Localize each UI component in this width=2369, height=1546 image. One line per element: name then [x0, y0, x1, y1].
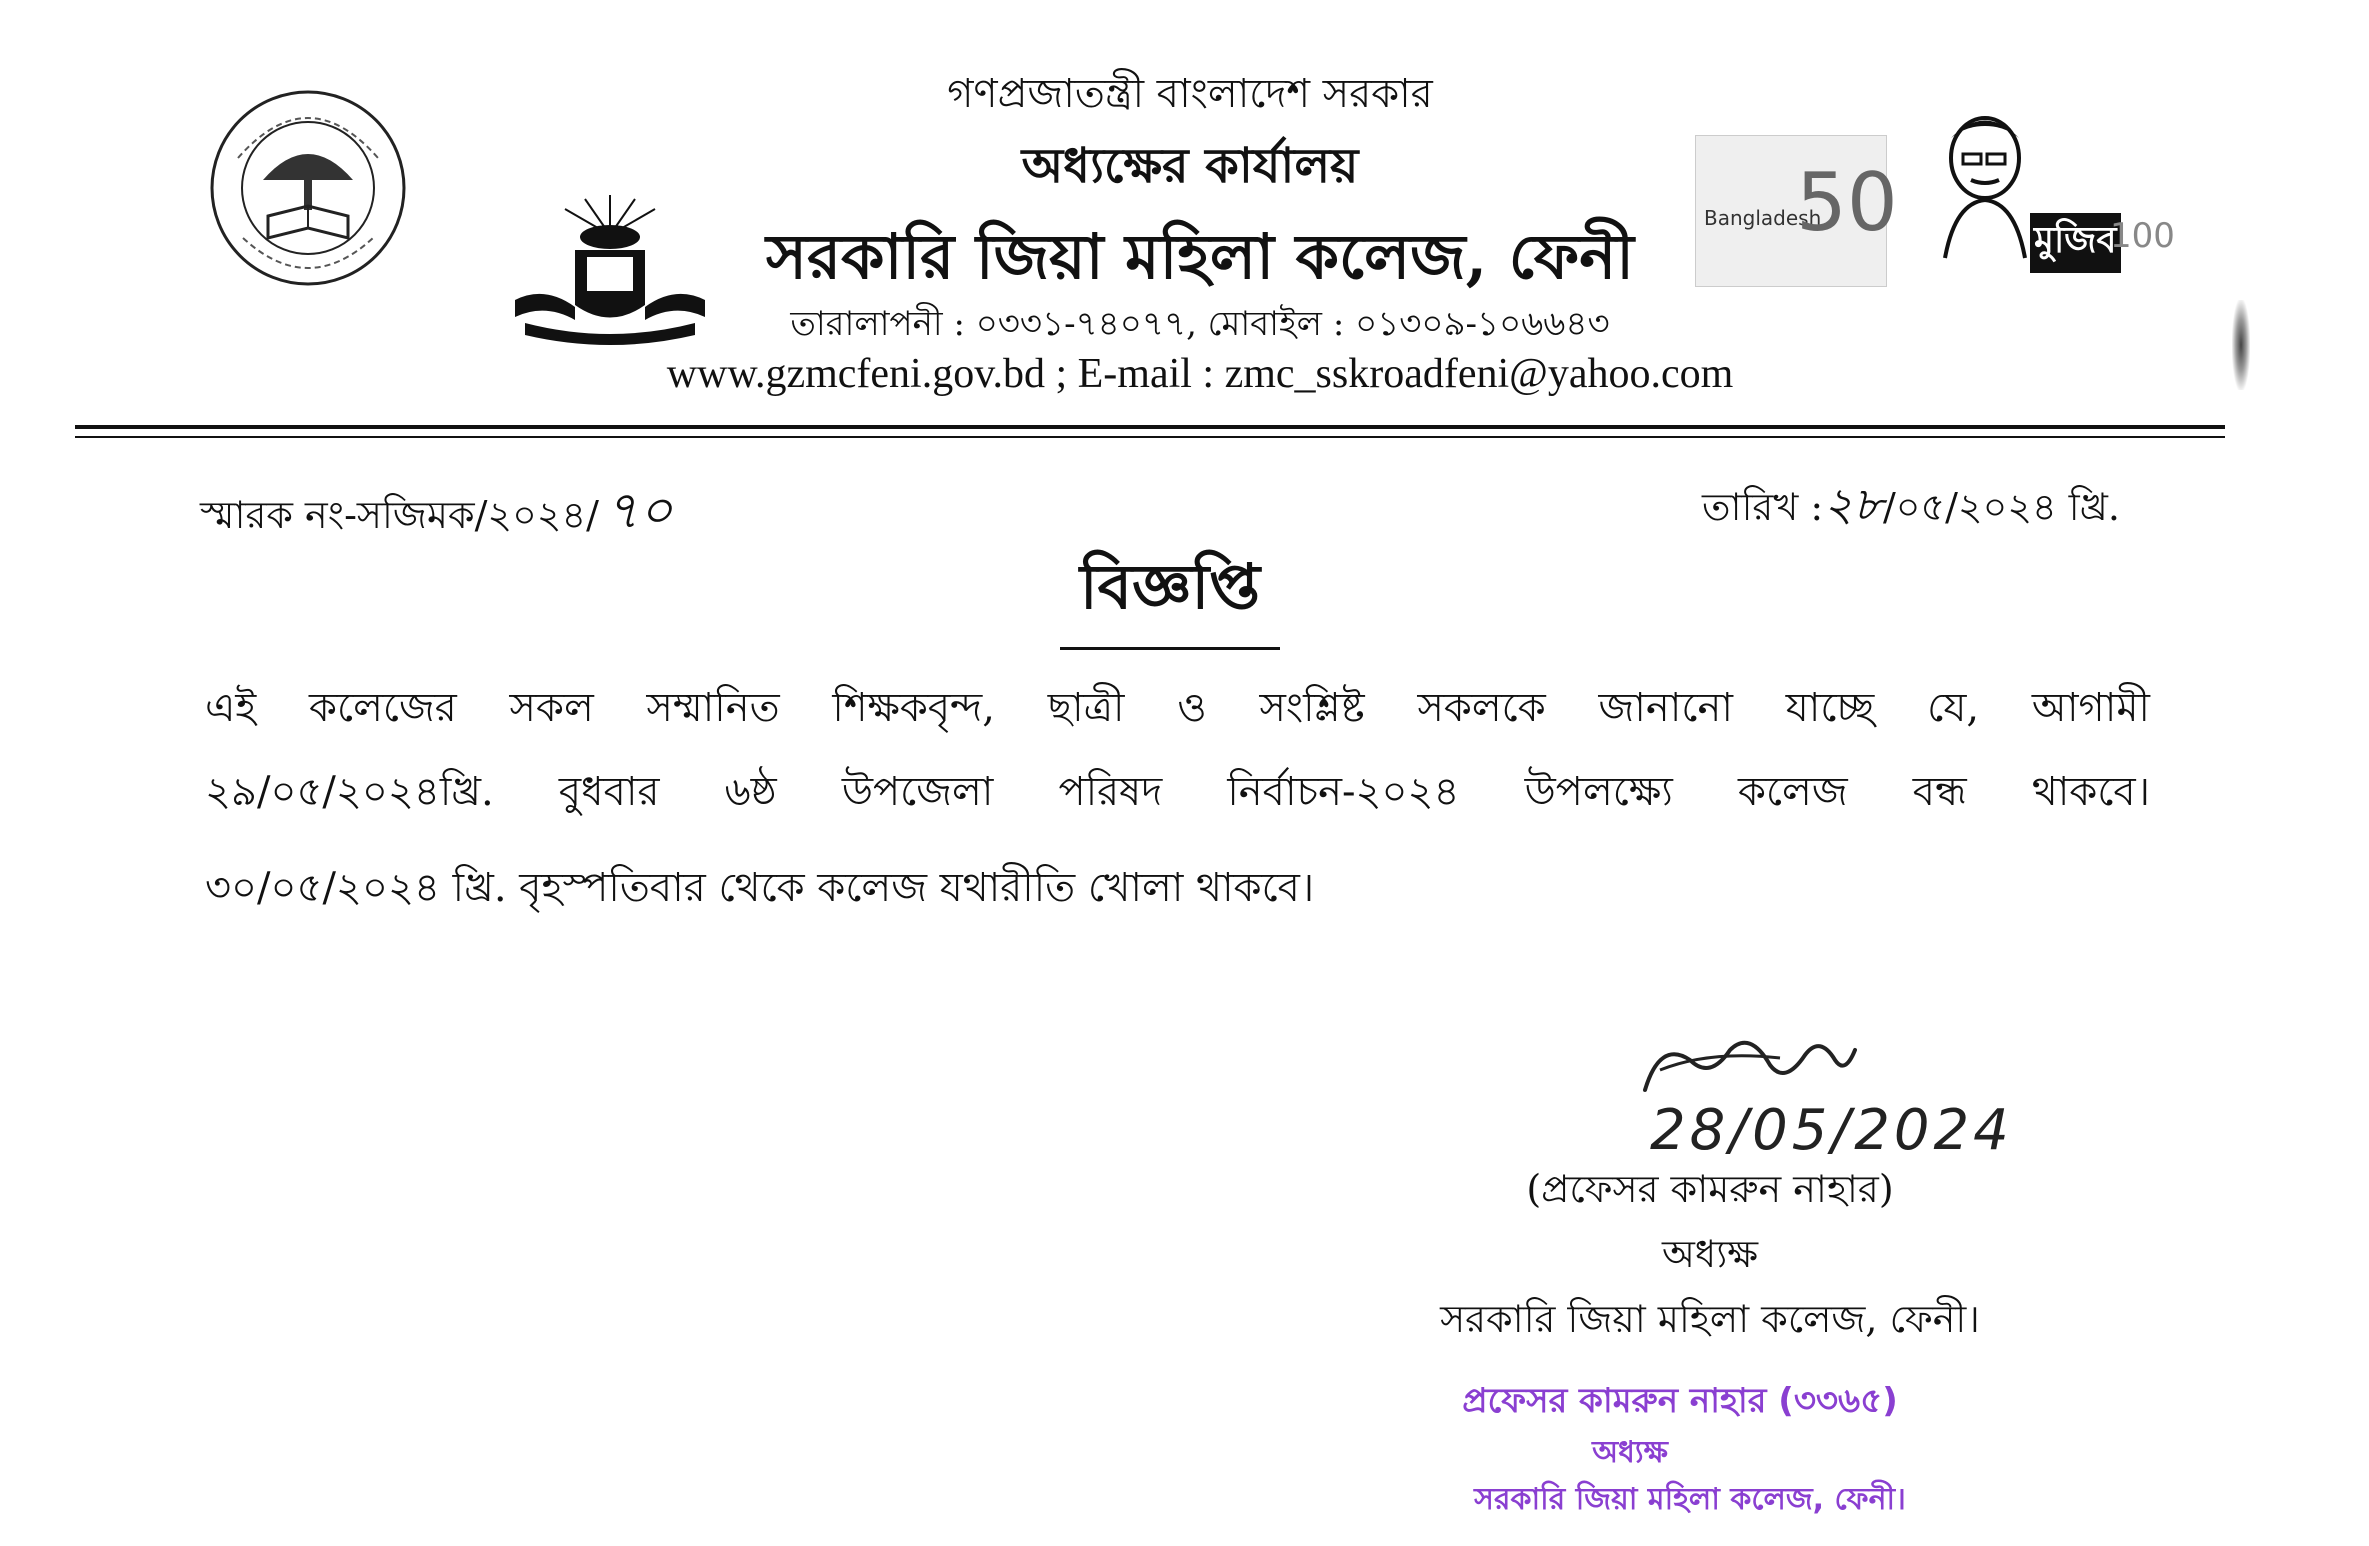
date-line: [1640, 470, 2120, 546]
left-round-seal: [208, 88, 408, 288]
header-rule-thick: [75, 425, 2225, 429]
signatory-designation: অধ্যক্ষ: [1661, 1232, 1758, 1276]
mujib-text: মুজিব: [2030, 213, 2121, 273]
date-rest: /০৫/২০২৪ খ্রি.: [1882, 485, 2120, 529]
mujib-100-logo: [1925, 108, 2175, 278]
scan-smudge: [2232, 300, 2250, 390]
date-day-handwritten: ২৮: [1823, 477, 1883, 531]
government-heading: গণপ্রজাতন্ত্রী বাংলাদেশ সরকার: [947, 71, 1433, 117]
stamp-college: সরকারি জিয়া মহিলা কলেজ, ফেনী।: [1474, 1482, 1906, 1517]
notice-title: বিজ্ঞপ্তি: [1060, 540, 1280, 650]
web-email-line: www.gzmcfeni.gov.bd ; E-mail : zmc_sskroadfeni@yahoo.com: [666, 351, 1734, 397]
stamp-name: প্রফেসর কামরুন নাহার (৩৩৬৫): [1462, 1381, 1898, 1421]
stamp-designation: অধ্যক্ষ: [1592, 1435, 1668, 1470]
badge-number: 50: [1796, 156, 1898, 249]
contact-line: তারালাপনী : ০৩৩১-৭৪০৭৭, মোবাইল : ০১৩০৯-১০৬৬৪৩: [790, 304, 1610, 344]
signature-date: 28/05/2024: [1650, 1098, 2013, 1163]
header-rule-thin: [75, 436, 2225, 438]
memo-line: [200, 470, 673, 557]
date-label: তারিখ :: [1702, 485, 1824, 529]
badge-text: Bangladesh: [1704, 206, 1822, 230]
signatory-name: (প্রফেসর কামরুন নাহার): [1526, 1167, 1894, 1211]
college-emblem: [505, 195, 715, 345]
office-heading: অধ্যক্ষের কার্যালয়: [1021, 138, 1359, 194]
signatory-college: সরকারি জিয়া মহিলা কলেজ, ফেনী।: [1440, 1297, 1980, 1341]
notice-line-2: ২৯/০৫/২০২৪খ্রি. বুধবার ৬ষ্ঠ উপজেলা পরিষদ নির্বাচন-২০২৪ উপলক্ষ্যে কলেজ বন্ধ থাকবে।: [205, 769, 2150, 815]
notice-line-3: ৩০/০৫/২০২৪ খ্রি. বৃহস্পতিবার থেকে কলেজ যথারীতি খোলা থাকবে।: [205, 865, 1315, 911]
college-name-heading: সরকারি জিয়া মহিলা কলেজ, ফেনী: [766, 220, 1634, 293]
notice-line-1: এই কলেজের সকল সম্মানিত শিক্ষকবৃন্দ, ছাত্রী ও সংশ্লিষ্ট সকলকে জানানো যাচ্ছে যে, আগামী: [205, 685, 2150, 731]
memo-number: ৭০: [604, 481, 673, 541]
mujib-number: 100: [2110, 216, 2175, 256]
memo-label: স্মারক নং-সজিমক/২০২৪/: [200, 493, 599, 537]
